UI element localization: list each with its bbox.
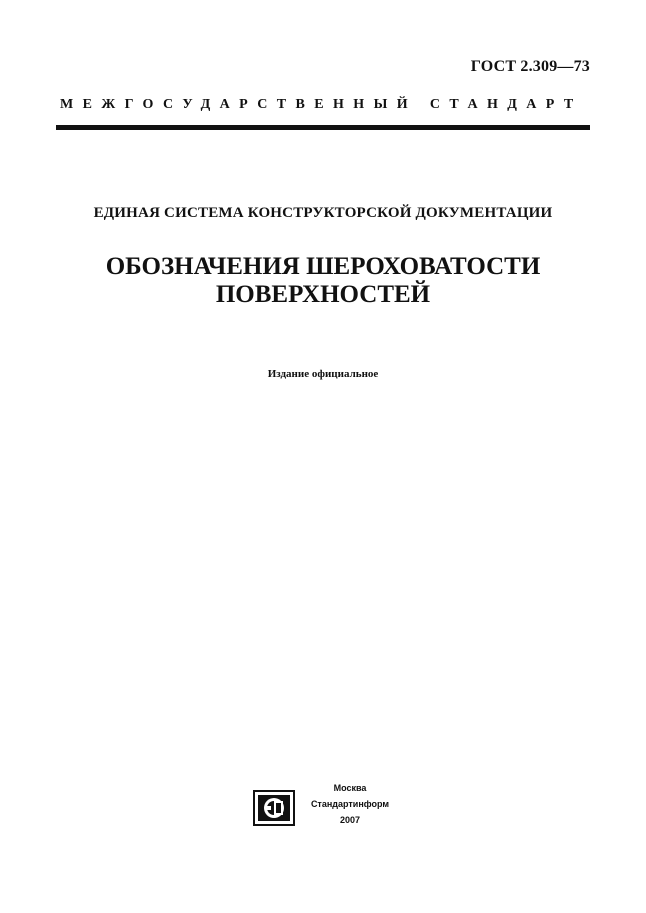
standard-number: ГОСТ 2.309—73 (470, 58, 590, 75)
document-title (0, 253, 646, 309)
header-rule (56, 125, 590, 130)
system-title: ЕДИНАЯ СИСТЕМА КОНСТРУКТОРСКОЙ ДОКУМЕНТАЦИИ (93, 205, 553, 221)
imprint-city: Москва (333, 783, 367, 793)
standard-kind-heading: МЕЖГОСУДАРСТВЕННЫЙ СТАНДАРТ (60, 97, 583, 112)
imprint-year: 2007 (339, 815, 361, 825)
document-title-line-2: ПОВЕРХНОСТЕЙ (215, 281, 431, 308)
imprint-publisher: Стандартинформ (310, 799, 390, 809)
edition-note: Издание официальное (267, 368, 379, 380)
imprint (300, 780, 400, 828)
document-title-line-1: ОБОЗНАЧЕНИЯ ШЕРОХОВАТОСТИ (105, 253, 541, 280)
standards-publisher-logo-icon (253, 790, 295, 826)
